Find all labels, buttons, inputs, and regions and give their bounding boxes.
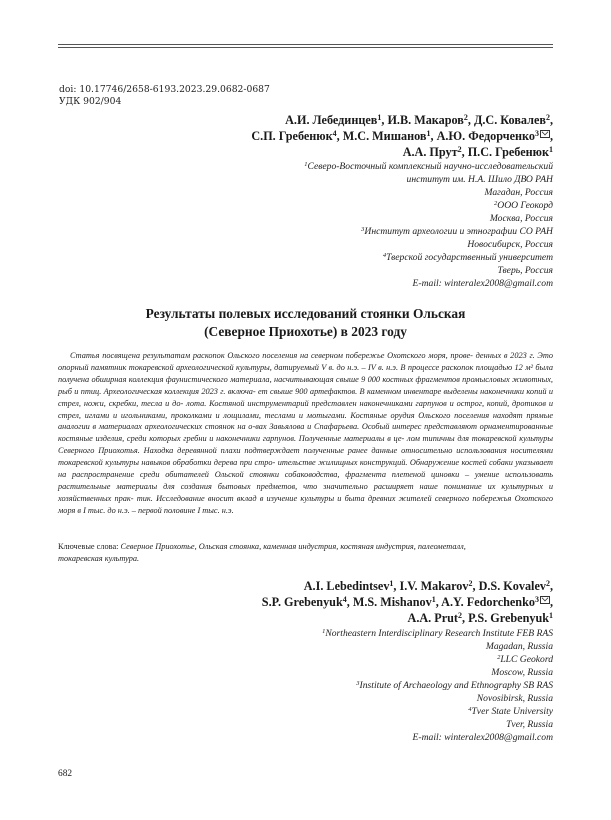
author-affil-index: 4	[332, 129, 337, 138]
affiliation-line	[223, 679, 553, 692]
abstract-line: Статья посвящена результатам раскопок Ольского поселения на северном побережье Охотского моря, прове-	[70, 351, 473, 360]
author-name: M.S. Mishanov	[352, 595, 432, 609]
doi: doi: 10.17746/2658-6193.2023.29.0682-0687	[59, 84, 270, 95]
affiliation-text: LLC Geokord	[500, 654, 553, 665]
ru-authors	[58, 112, 553, 160]
affiliation-text: Moscow, Russia	[491, 667, 553, 678]
author-affil-index: 1	[549, 145, 553, 154]
affiliation-line	[223, 199, 553, 212]
abstract-line: и игольниками, проколками и лощилами, теслами и мотыгами. Костяные орудия Ольского поселения находят прямые	[113, 410, 554, 420]
affiliation-line	[223, 264, 553, 277]
abstract-line: Ольской стоянки собаководства, фрагмента плетеной циновки – умение использовать растительные материалы для	[58, 470, 553, 491]
author-name: П.С. Гребенюк	[467, 145, 549, 159]
abstract-line: свыше 9 000 костных фрагментов промысловых животных, рыб и птиц. Археологическая коллекция 2023 г. включа-	[58, 374, 553, 396]
title-line: (Северное Приохотье) в 2023 году	[204, 324, 407, 339]
affiliation-text: Тверской государственный университет	[386, 252, 553, 263]
author-affil-index: 1	[377, 113, 382, 122]
affiliation-line	[223, 186, 553, 199]
en-affiliations	[223, 627, 553, 744]
affiliation-index: 4	[468, 706, 472, 713]
abstract-line: создания бытовых предметов, что значительно расширяет наше понимание их культурных и хозяйственных прак-	[58, 481, 554, 503]
keywords-label: Ключевые слова:	[58, 542, 119, 551]
affiliation-text: Novosibirsk, Russia	[476, 693, 553, 704]
affiliation-index: 2	[497, 654, 501, 661]
affiliation-text: Magadan, Russia	[485, 641, 553, 652]
author-affil-index: 2	[463, 113, 468, 122]
affiliation-index: 3	[361, 226, 365, 233]
author-affil-index: 2	[457, 145, 462, 154]
affiliation-index: 1	[304, 161, 308, 168]
en-authors	[58, 578, 553, 626]
abstract-line: ительстве жилищных конструкций. Обнаружение костей собаки указывает на распространение среди обитателей	[58, 458, 553, 480]
abstract-line: тик. Исследование вносит вклад в изучение культуры и быта древних жителей северного побережья Охотского моря	[58, 493, 553, 515]
keywords	[58, 541, 553, 565]
affiliation-line	[223, 160, 553, 173]
header-rule-bottom	[58, 47, 553, 48]
affiliation-text: институт им. Н.А. Шило ДВО РАН	[406, 174, 553, 185]
keywords-text-2: токаревская культура.	[58, 553, 140, 563]
author-name: И.В. Макаров	[387, 113, 464, 127]
author-name: С.П. Гребенюк	[251, 129, 333, 143]
affiliation-line	[223, 277, 553, 290]
ru-author-line: С.П. Гребенюк$^4$, М.С. Мишанов$^1$, А.Ю. Федорченко$^3$ ,	[251, 129, 553, 143]
article-title	[58, 305, 553, 341]
author-name: D.S. Kovalev	[478, 579, 546, 593]
affiliation-line	[223, 705, 553, 718]
affiliation-text: Москва, Россия	[489, 213, 553, 224]
abstract-line: лота. Костяной инструментарий представлен наконечниками гарпунов и острог, копий, дротиков и стрел, иглами	[58, 398, 553, 420]
abstract-line: аналогии в материалах археологических стоянок на о-вах Завьялова и Спафарьева. Особый интерес представляют	[58, 422, 477, 432]
affiliation-line	[223, 251, 553, 264]
author-name: А.И. Лебединцев	[285, 113, 378, 127]
affiliation-text: E-mail: winteralex2008@gmail.com	[412, 732, 553, 743]
affiliation-index: 3	[356, 680, 360, 687]
affiliation-index: 1	[322, 628, 326, 635]
abstract-line: В процессе раскопок площадью 12 м² была получена обширная коллекция фаунистического материала, насчитывающая	[58, 362, 553, 384]
affiliation-line	[223, 640, 553, 653]
author-name: A.I. Lebedintsev	[303, 579, 390, 593]
author-affil-index: 3	[534, 595, 539, 604]
author-affil-index: 1	[431, 595, 436, 604]
udk: УДК 902/904	[59, 96, 122, 107]
author-affil-index: 2	[545, 113, 550, 122]
affiliation-text: Tver, Russia	[506, 719, 553, 730]
author-name: P.S. Grebenyuk	[468, 611, 549, 625]
author-affil-index: 2	[468, 579, 473, 588]
ru-affiliations	[223, 160, 553, 290]
author-affil-index: 1	[389, 579, 394, 588]
abstract-line: ранее данные относительно использования носителями токаревской культуры навыков обработки дерева при стро-	[58, 446, 553, 468]
abstract-line: лом типичны для токаревской культуры Северного Приохотья. Находка деревянной плахи подтверждает полученные	[58, 434, 553, 456]
author-affil-index: 1	[549, 611, 553, 620]
author-affil-index: 4	[342, 595, 347, 604]
envelope-icon	[540, 596, 550, 604]
author-affil-index: 3	[534, 129, 539, 138]
ru-author-line: А.И. Лебединцев$^1$, И.В. Макаров$^2$, Д.С. Ковалев$^2$,	[285, 113, 553, 127]
ru-author-line: А.А. Прут$^2$, П.С. Гребенюк$^1$	[402, 145, 553, 159]
author-name: Д.С. Ковалев	[473, 113, 546, 127]
author-affil-index: 2	[457, 611, 462, 620]
affiliation-text: Тверь, Россия	[497, 265, 553, 276]
en-author-line: A.A. Prut$^2$, P.S. Grebenyuk$^1$	[407, 611, 553, 625]
page-number: 682	[58, 769, 73, 779]
affiliation-text: Tver State University	[471, 706, 553, 717]
affiliation-line	[223, 238, 553, 251]
affiliation-line	[223, 225, 553, 238]
keywords-text: Северное Приохотье, Ольская стоянка, каменная индустрия, костяная индустрия, палеометалл,	[120, 542, 466, 551]
affiliation-line	[223, 731, 553, 744]
author-name: I.V. Makarov	[399, 579, 469, 593]
affiliation-line	[223, 666, 553, 679]
author-name: А.Ю. Федорченко	[436, 129, 535, 143]
abstract	[58, 350, 553, 517]
affiliation-text: Северо-Восточный комплексный научно-исследовательский	[307, 161, 553, 172]
en-author-line: A.I. Lebedintsev$^1$, I.V. Makarov$^2$, D.S. Kovalev$^2$,	[303, 579, 553, 593]
author-name: A.A. Prut	[407, 611, 458, 625]
author-name: А.А. Прут	[402, 145, 458, 159]
affiliation-line	[223, 627, 553, 640]
affiliation-line	[223, 653, 553, 666]
affiliation-text: Northeastern Interdisciplinary Research Institute FEB RAS	[325, 628, 553, 639]
affiliation-text: Новосибирск, Россия	[467, 239, 553, 250]
abstract-line: ет свыше 900 артефактов. В каменном инвентаре выделены наконечники копий и стрел, ножи, скребки, тесла и до-	[58, 386, 553, 408]
author-name: S.P. Grebenyuk	[261, 595, 343, 609]
affiliation-text: Институт археологии и этнографии СО РАН	[364, 226, 553, 237]
author-name: A.Y. Fedorchenko	[441, 595, 535, 609]
affiliation-text: ООО Геокорд	[497, 200, 553, 211]
affiliation-index: 2	[494, 200, 498, 207]
affiliation-line	[223, 173, 553, 186]
affiliation-index: 4	[382, 252, 387, 259]
affiliation-text: E-mail: winteralex2008@gmail.com	[412, 278, 553, 289]
en-author-line: S.P. Grebenyuk$^4$, M.S. Mishanov$^1$, A.Y. Fedorchenko$^3$ ,	[261, 595, 553, 609]
affiliation-text: Institute of Archaeology and Ethnography SB RAS	[359, 680, 553, 691]
author-affil-index: 1	[426, 129, 431, 138]
abstract-line: денных в 2023 г. Это опорный памятник токаревской археологической культуры, датируемый V в. до н.э. – IV в. н.э.	[58, 351, 553, 372]
header-rule-top	[58, 44, 553, 45]
affiliation-line	[223, 692, 553, 705]
author-affil-index: 2	[545, 579, 550, 588]
abstract-line: в I тыс. до н.э. – первой половине I тыс. н.э.	[77, 505, 234, 515]
envelope-icon	[540, 130, 550, 138]
author-name: М.С. Мишанов	[342, 129, 427, 143]
affiliation-text: Магадан, Россия	[484, 187, 553, 198]
affiliation-line	[223, 212, 553, 225]
affiliation-line	[223, 718, 553, 731]
title-line: Результаты полевых исследований стоянки Ольская	[145, 306, 466, 321]
abstract-line: орнаментированные костяные изделия, среди которых гребни и наконечники гарпунов. Полученные материалы в це-	[58, 422, 553, 444]
